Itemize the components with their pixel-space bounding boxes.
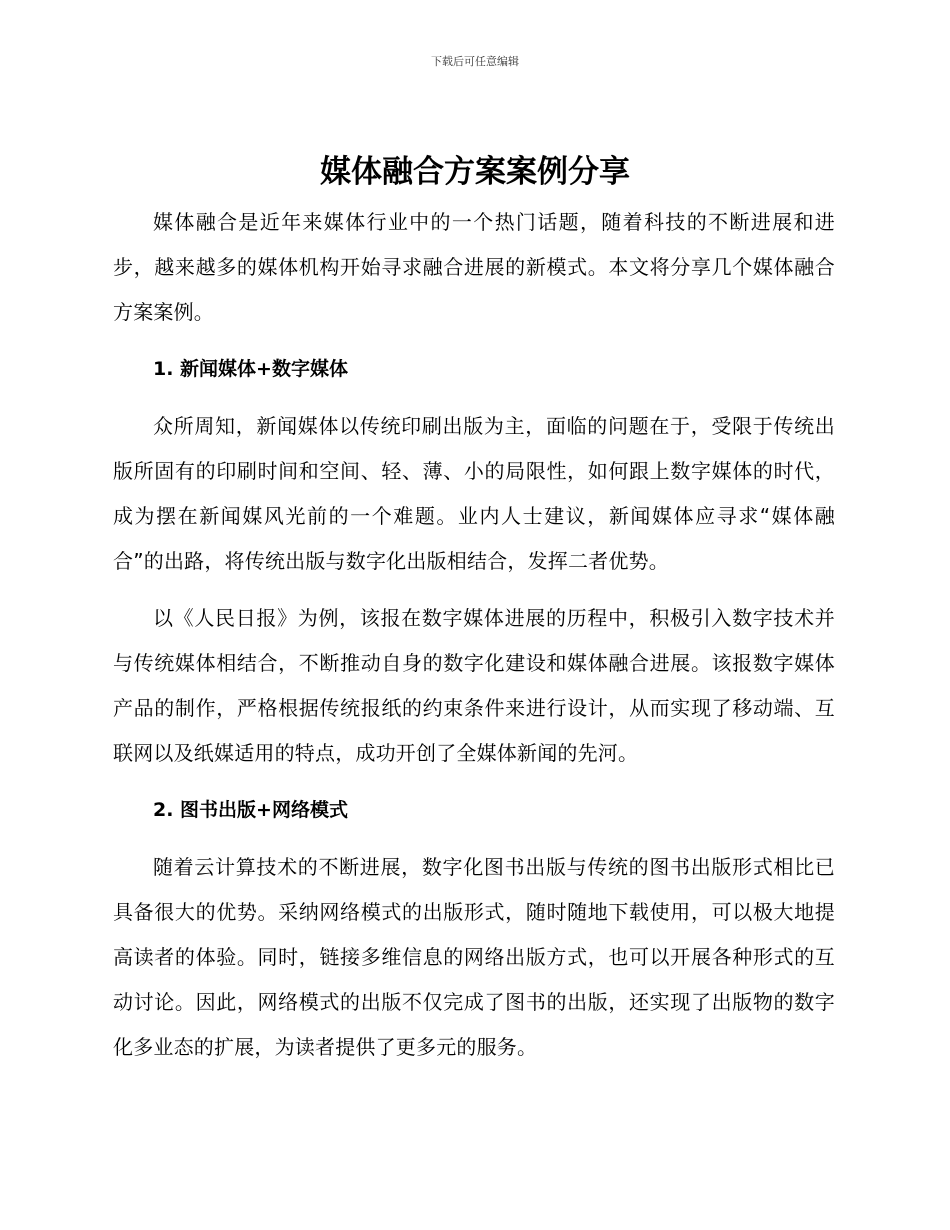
section-heading-1: 1. 新闻媒体+数字媒体 bbox=[153, 358, 348, 380]
section-1-paragraph-1: 众所周知，新闻媒体以传统印刷出版为主，面临的问题在于，受限于传统出版所固有的印刷时间和空间、轻、薄、小的局限性，如何跟上数字媒体的时代，成为摆在新闻媒风光前的一个难题。业内人士建议，新闻媒体应寻求“媒体融合”的出路，将传统出版与数字化出版相结合，发挥二者优势。 bbox=[113, 414, 835, 573]
intro-paragraph: 媒体融合是近年来媒体行业中的一个热门话题，随着科技的不断进展和进步，越来越多的媒体机构开始寻求融合进展的新模式。本文将分享几个媒体融合方案案例。 bbox=[113, 210, 835, 324]
document-body bbox=[113, 200, 835, 1070]
section-1-paragraph-2: 以《人民日报》为例，该报在数字媒体进展的历程中，积极引入数字技术并与传统媒体相结合，不断推动自身的数字化建设和媒体融合进展。该报数字媒体产品的制作，严格根据传统报纸的约束条件来进行设计，从而实现了移动端、互联网以及纸媒适用的特点，成功开创了全媒体新闻的先河。 bbox=[113, 606, 835, 765]
page-header-note: 下载后可任意编辑 bbox=[431, 55, 519, 68]
section-2-paragraph-1: 随着云计算技术的不断进展，数字化图书出版与传统的图书出版形式相比已具备很大的优势。采纳网络模式的出版形式，随时随地下载使用，可以极大地提高读者的体验。同时，链接多维信息的网络出版方式，也可以开展各种形式的互动讨论。因此，网络模式的出版不仅完成了图书的出版，还实现了出版物的数字化多业态的扩展，为读者提供了更多元的服务。 bbox=[113, 855, 835, 1059]
document-title: 媒体融合方案案例分享 bbox=[320, 154, 630, 190]
section-heading-2: 2. 图书出版+网络模式 bbox=[153, 799, 348, 821]
